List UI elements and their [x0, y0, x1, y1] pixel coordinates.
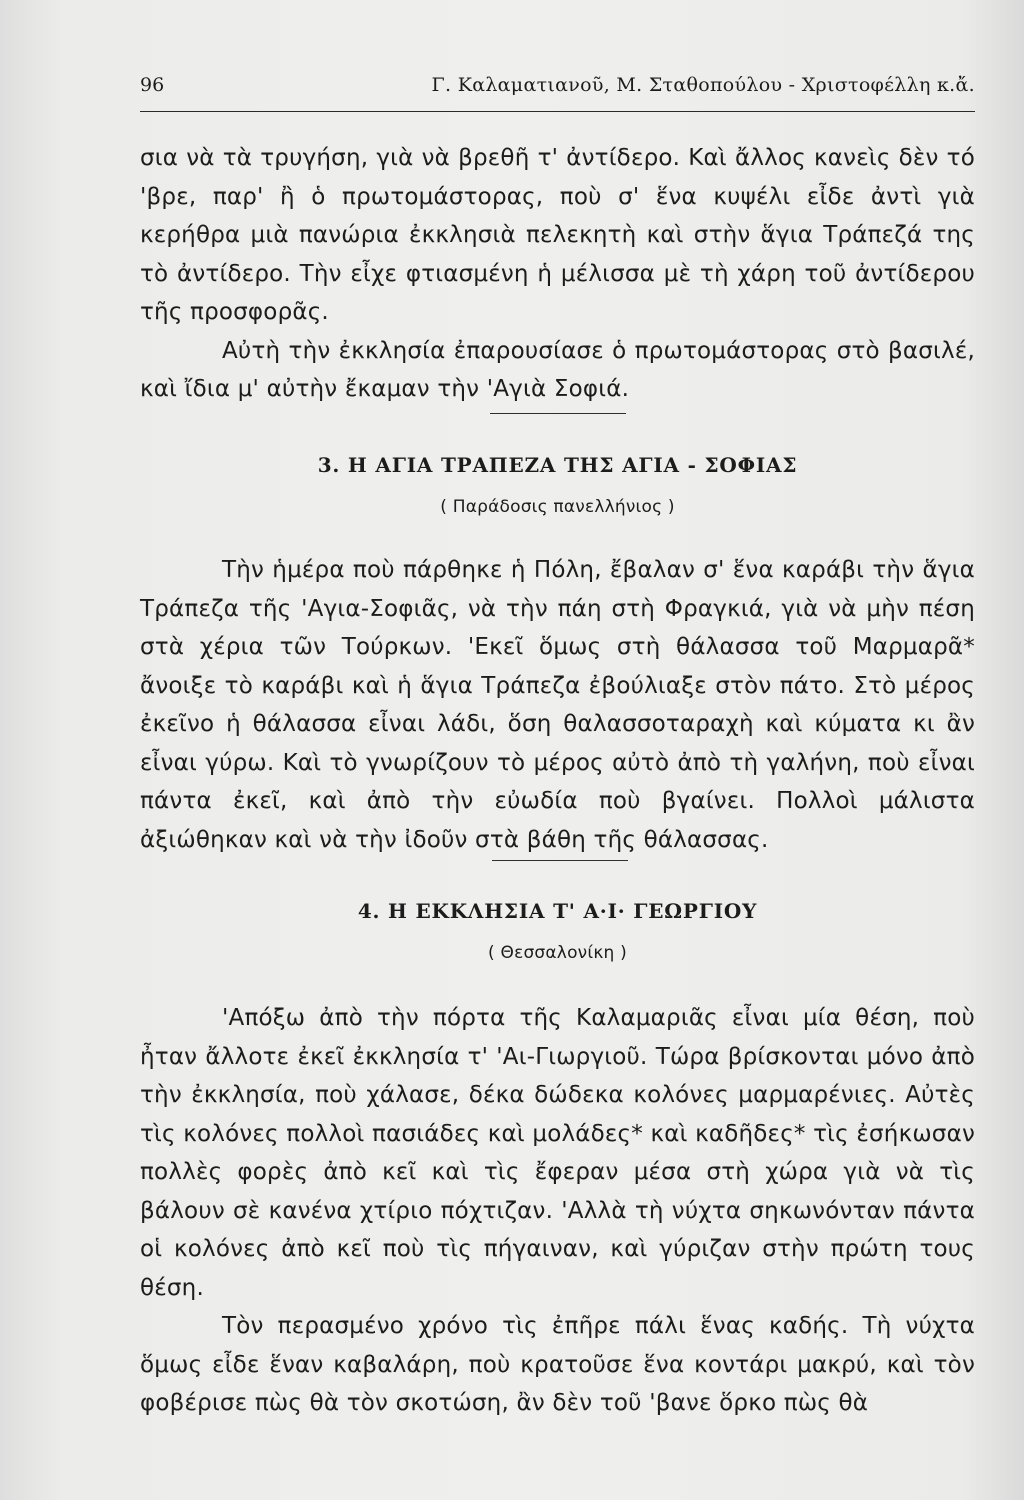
intro-paragraph: Αὐτὴ τὴν ἐκκλησία ἐπαρουσίασε ὁ πρωτομάστορας στὸ βασιλέ, καὶ ἴδια μ' αὐτὴν ἔκαμαν τὴν 'Αγιὰ Σοφιά.	[140, 337, 975, 402]
page-header	[140, 70, 975, 110]
section-4-title: 4. Η ΕΚΚΛΗΣΙΑ Τ' Α·Ι· ΓΕΩΡΓΙΟΥ	[357, 899, 758, 923]
section-3-title: 3. Η ΑΓΙΑ ΤΡΑΠΕΖΑ ΤΗΣ ΑΓΙΑ - ΣΟΦΙΑΣ	[317, 453, 798, 477]
header-rule	[140, 111, 975, 112]
section-4-paragraph: 'Απόξω ἀπὸ τὴν πόρτα τῆς Καλαμαριᾶς εἶναι μία θέση, ποὺ ἦταν ἄλλοτε ἐκεῖ ἐκκλησία τ' 'Αι-Γιωργιοῦ. Τώρα βρίσκονται μόνο ἀπὸ τὴν ἐκκλησία, ποὺ χάλασε, δέκα δώδεκα κολόνες μαρμαρένιες. Αὐτὲς τὶς κολόνες πολλοὶ πασιάδες καὶ μολάδες* καὶ καδῆδες* τὶς ἐσήκωσαν πολλὲς φορὲς ἀπὸ κεῖ καὶ τὶς ἔφεραν μέσα στὴ χώρα γιὰ νὰ τὶς βάλουν σὲ κανένα χτίριο πόχτιζαν. 'Αλλὰ τὴ νύχτα σηκωνόνταν πάντα οἱ κολόνες ἀπὸ κεῖ ποὺ τὶς πήγαιναν, καὶ γύριζαν στὴν πρώτη τους θέση.	[140, 1005, 975, 1301]
section-3-paragraph: Τὴν ἡμέρα ποὺ πάρθηκε ἡ Πόλη, ἔβαλαν σ' ἕνα καράβι τὴν ἅγια Τράπεζα τῆς 'Αγια-Σοφιᾶς, νὰ τὴν πάη στὴ Φραγκιά, γιὰ νὰ μὴν πέση στὰ χέρια τῶν Τούρκων. 'Εκεῖ ὅμως στὴ θάλασσα τοῦ Μαρμαρᾶ* ἄνοιξε τὸ καράβι καὶ ἡ ἅγια Τράπεζα ἐβούλιαξε στὸν πάτο. Στὸ μέρος ἐκεῖνο ἡ θάλασσα εἶναι λάδι, ὅση θαλασσοταραχὴ καὶ κύματα κι ἂν εἶναι γύρω. Καὶ τὸ γνωρίζουν τὸ μέρος αὐτὸ ἀπὸ τὴ γαλήνη, ποὺ εἶναι πάντα ἐκεῖ, καὶ ἀπὸ τὴν εὐωδία ποὺ βγαίνει. Πολλοὶ μάλιστα ἀξιώθηκαν καὶ νὰ τὴν ἰδοῦν στὰ βάθη τῆς θάλασσας.	[140, 557, 975, 853]
intro-paragraph: σια νὰ τὰ τρυγήση, γιὰ νὰ βρεθῆ τ' ἀντίδερο. Καὶ ἄλλος κανεὶς δὲν τό 'βρε, παρ' ἢ ὁ πρωτομάστορας, ποὺ σ' ἕνα κυψέλι εἶδε ἀντὶ γιὰ κερήθρα μιὰ πανώρια ἐκκλησιὰ πελεκητὴ καὶ στὴν ἅγια Τράπεζά της τὸ ἀντίδερο. Τὴν εἶχε φτιασμένη ἡ μέλισσα μὲ τὴ χάρη τοῦ ἀντίδερου τῆς προσφορᾶς.	[140, 145, 975, 325]
section-divider	[492, 860, 628, 861]
section-4-paragraph: Τὸν περασμένο χρόνο τὶς ἐπῆρε πάλι ἕνας καδής. Τὴ νύχτα ὅμως εἶδε ἕναν καβαλάρη, ποὺ κρατοῦσε ἕνα κοντάρι μακρύ, καὶ τὸν φοβέρισε πὼς θὰ τὸν σκοτώση, ἂν δὲν τοῦ 'βανε ὅρκο πὼς θὰ	[140, 1313, 975, 1416]
section-3-subtitle: ( Παράδοσις πανελλήνιος )	[440, 497, 675, 517]
page-number: 96	[140, 74, 165, 96]
section-4-subtitle: ( Θεσσαλονίκη )	[488, 943, 627, 963]
running-head: Γ. Καλαματιανοῦ, Μ. Σταθοπούλου - Χριστοφέλλη κ.ἄ.	[431, 74, 975, 96]
section-4-text	[140, 999, 975, 1423]
intro-text	[140, 139, 975, 409]
section-divider	[490, 413, 626, 414]
section-3-text	[140, 551, 975, 859]
